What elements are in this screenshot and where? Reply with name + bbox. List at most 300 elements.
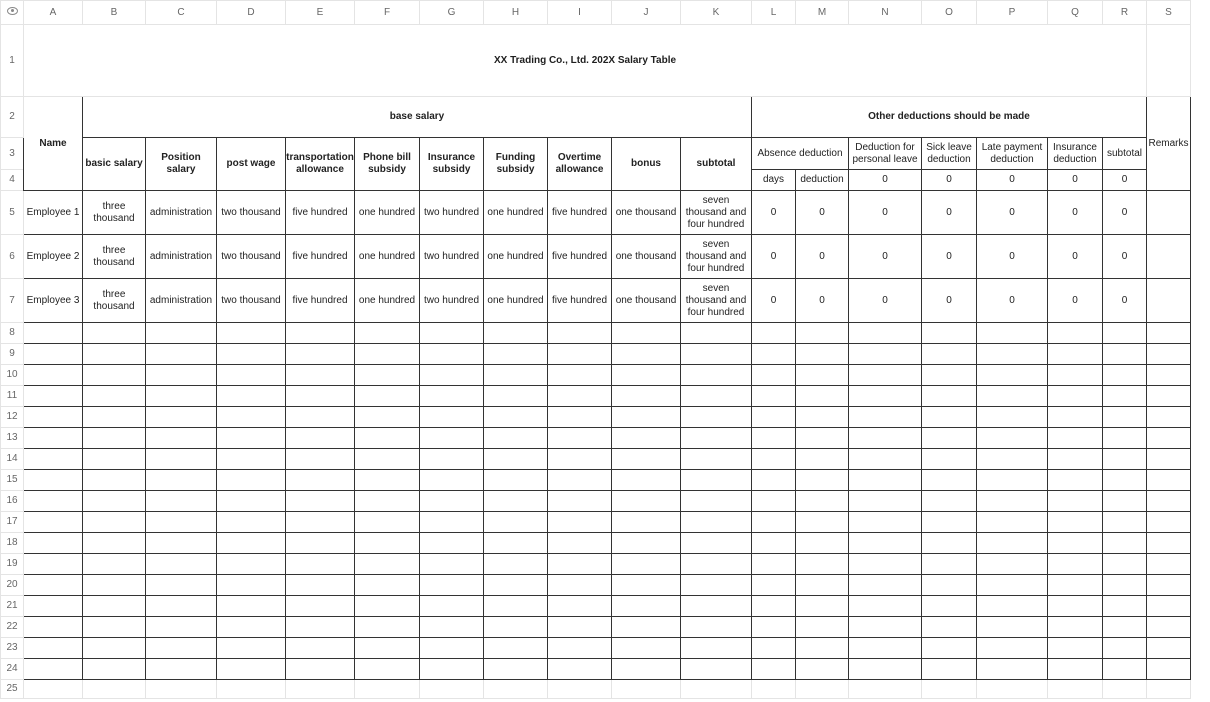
cell[interactable] <box>286 617 355 638</box>
cell[interactable] <box>681 407 752 428</box>
cell-position[interactable]: administration <box>146 191 217 235</box>
cell[interactable] <box>922 449 977 470</box>
cell[interactable] <box>681 449 752 470</box>
cell[interactable] <box>612 596 681 617</box>
cell[interactable] <box>922 512 977 533</box>
cell[interactable] <box>922 407 977 428</box>
cell[interactable] <box>548 533 612 554</box>
cell[interactable] <box>922 680 977 699</box>
cell[interactable] <box>681 491 752 512</box>
cell[interactable] <box>922 659 977 680</box>
cell[interactable] <box>1048 428 1103 449</box>
cell[interactable] <box>24 365 83 386</box>
cell[interactable] <box>977 344 1048 365</box>
cell[interactable] <box>548 323 612 344</box>
cell[interactable] <box>1048 365 1103 386</box>
column-header-a[interactable]: A <box>24 1 83 25</box>
cell-overtime[interactable]: five hundred <box>548 191 612 235</box>
cell[interactable] <box>484 554 548 575</box>
cell[interactable] <box>484 365 548 386</box>
cell[interactable] <box>83 680 146 699</box>
cell[interactable] <box>217 659 286 680</box>
cell[interactable] <box>420 680 484 699</box>
cell[interactable] <box>612 617 681 638</box>
cell[interactable] <box>548 449 612 470</box>
cell[interactable] <box>548 512 612 533</box>
cell[interactable] <box>146 365 217 386</box>
post-wage-header[interactable]: post wage <box>217 138 286 191</box>
cell[interactable] <box>752 554 796 575</box>
cell[interactable] <box>355 449 420 470</box>
cell[interactable] <box>484 617 548 638</box>
column-header-c[interactable]: C <box>146 1 217 25</box>
cell[interactable] <box>286 407 355 428</box>
column-header-q[interactable]: Q <box>1048 1 1103 25</box>
cell[interactable] <box>146 533 217 554</box>
cell[interactable] <box>420 659 484 680</box>
cell[interactable] <box>681 659 752 680</box>
cell[interactable] <box>548 470 612 491</box>
cell[interactable] <box>612 575 681 596</box>
cell[interactable] <box>217 554 286 575</box>
cell-funding[interactable]: one hundred <box>484 191 548 235</box>
cell[interactable] <box>355 575 420 596</box>
cell[interactable] <box>752 512 796 533</box>
column-header-m[interactable]: M <box>796 1 849 25</box>
cell[interactable] <box>217 512 286 533</box>
cell[interactable] <box>1147 25 1191 97</box>
cell-transport[interactable]: five hundred <box>286 279 355 323</box>
cell[interactable] <box>24 533 83 554</box>
cell[interactable] <box>83 386 146 407</box>
cell[interactable] <box>681 512 752 533</box>
cell[interactable] <box>796 659 849 680</box>
row-header[interactable]: 9 <box>1 344 24 365</box>
cell[interactable] <box>24 428 83 449</box>
cell[interactable] <box>849 554 922 575</box>
late-payment-header[interactable]: Late payment deduction <box>977 138 1048 170</box>
row-header[interactable]: 21 <box>1 596 24 617</box>
cell[interactable] <box>849 407 922 428</box>
cell-personal[interactable]: 0 <box>849 191 922 235</box>
cell[interactable] <box>849 470 922 491</box>
cell[interactable] <box>752 659 796 680</box>
cell[interactable] <box>420 470 484 491</box>
cell[interactable] <box>24 617 83 638</box>
cell[interactable] <box>922 470 977 491</box>
cell[interactable] <box>420 407 484 428</box>
cell[interactable] <box>849 596 922 617</box>
row-header[interactable]: 23 <box>1 638 24 659</box>
cell[interactable] <box>83 575 146 596</box>
cell[interactable] <box>681 470 752 491</box>
row-header[interactable]: 2 <box>1 97 24 138</box>
cell[interactable] <box>286 512 355 533</box>
row-header[interactable]: 25 <box>1 680 24 699</box>
cell[interactable]: 0 <box>977 170 1048 191</box>
cell[interactable] <box>612 344 681 365</box>
cell[interactable] <box>548 428 612 449</box>
cell[interactable] <box>286 470 355 491</box>
cell[interactable] <box>922 323 977 344</box>
row-header[interactable]: 7 <box>1 279 24 323</box>
cell[interactable] <box>548 344 612 365</box>
cell[interactable] <box>484 533 548 554</box>
cell[interactable] <box>796 575 849 596</box>
cell[interactable] <box>146 659 217 680</box>
cell[interactable] <box>24 596 83 617</box>
cell[interactable] <box>548 638 612 659</box>
cell[interactable] <box>1147 491 1191 512</box>
cell[interactable] <box>1103 407 1147 428</box>
cell[interactable] <box>217 680 286 699</box>
cell[interactable] <box>548 554 612 575</box>
cell[interactable] <box>752 365 796 386</box>
cell[interactable] <box>355 617 420 638</box>
cell[interactable] <box>849 386 922 407</box>
cell[interactable] <box>420 512 484 533</box>
cell[interactable] <box>146 386 217 407</box>
cell[interactable] <box>1048 596 1103 617</box>
cell[interactable] <box>420 449 484 470</box>
select-all-corner[interactable] <box>1 1 24 25</box>
cell[interactable] <box>612 407 681 428</box>
cell[interactable] <box>977 428 1048 449</box>
cell[interactable] <box>146 617 217 638</box>
cell-basic[interactable]: three thousand <box>83 191 146 235</box>
cell-deduction[interactable]: 0 <box>796 191 849 235</box>
cell-ded-sub[interactable]: 0 <box>1103 235 1147 279</box>
cell[interactable] <box>548 491 612 512</box>
cell-overtime[interactable]: five hundred <box>548 279 612 323</box>
absence-deduction-header[interactable]: Absence deduction <box>752 138 849 170</box>
row-header[interactable]: 17 <box>1 512 24 533</box>
sheet-title[interactable]: XX Trading Co., Ltd. 202X Salary Table <box>24 25 1147 97</box>
cell[interactable] <box>681 344 752 365</box>
cell[interactable] <box>146 554 217 575</box>
cell[interactable] <box>484 407 548 428</box>
cell[interactable] <box>1147 323 1191 344</box>
cell[interactable] <box>977 491 1048 512</box>
cell-funding[interactable]: one hundred <box>484 235 548 279</box>
remarks-header[interactable]: Remarks <box>1147 97 1191 191</box>
cell[interactable] <box>548 386 612 407</box>
cell[interactable] <box>484 323 548 344</box>
cell[interactable] <box>217 449 286 470</box>
cell[interactable] <box>1147 575 1191 596</box>
cell[interactable] <box>484 659 548 680</box>
cell[interactable] <box>681 323 752 344</box>
cell[interactable] <box>1048 533 1103 554</box>
cell[interactable] <box>24 491 83 512</box>
cell[interactable] <box>83 323 146 344</box>
cell[interactable] <box>24 407 83 428</box>
cell[interactable] <box>1048 638 1103 659</box>
cell[interactable] <box>1103 512 1147 533</box>
row-header[interactable]: 13 <box>1 428 24 449</box>
cell[interactable] <box>484 491 548 512</box>
cell[interactable] <box>217 365 286 386</box>
cell[interactable] <box>1048 386 1103 407</box>
cell[interactable] <box>922 365 977 386</box>
cell-remarks[interactable] <box>1147 191 1191 235</box>
cell[interactable] <box>752 575 796 596</box>
cell[interactable] <box>484 344 548 365</box>
cell[interactable] <box>922 428 977 449</box>
row-header[interactable]: 15 <box>1 470 24 491</box>
cell-insurance[interactable]: two hundred <box>420 191 484 235</box>
cell[interactable] <box>681 386 752 407</box>
cell[interactable] <box>977 533 1048 554</box>
cell-remarks[interactable] <box>1147 279 1191 323</box>
cell[interactable] <box>83 365 146 386</box>
funding-subsidy-header[interactable]: Funding subsidy <box>484 138 548 191</box>
cell[interactable] <box>1147 365 1191 386</box>
cell[interactable] <box>977 638 1048 659</box>
cell[interactable] <box>1147 554 1191 575</box>
cell[interactable] <box>612 512 681 533</box>
cell-days[interactable]: 0 <box>752 235 796 279</box>
cell[interactable] <box>922 596 977 617</box>
cell[interactable] <box>420 323 484 344</box>
cell[interactable] <box>420 428 484 449</box>
cell[interactable] <box>83 659 146 680</box>
column-header-k[interactable]: K <box>681 1 752 25</box>
cell[interactable] <box>796 365 849 386</box>
cell-transport[interactable]: five hundred <box>286 191 355 235</box>
cell[interactable] <box>355 680 420 699</box>
cell[interactable] <box>548 407 612 428</box>
cell[interactable] <box>922 617 977 638</box>
cell[interactable] <box>24 470 83 491</box>
cell[interactable] <box>355 491 420 512</box>
cell[interactable] <box>1103 575 1147 596</box>
cell[interactable] <box>1147 659 1191 680</box>
cell[interactable] <box>24 449 83 470</box>
cell[interactable] <box>1147 449 1191 470</box>
cell[interactable] <box>681 533 752 554</box>
cell[interactable] <box>681 365 752 386</box>
cell[interactable] <box>1103 533 1147 554</box>
cell-subtotal[interactable]: seven thousand and four hundred <box>681 191 752 235</box>
cell[interactable] <box>1103 428 1147 449</box>
row-header[interactable]: 22 <box>1 617 24 638</box>
cell[interactable] <box>24 512 83 533</box>
cell[interactable] <box>796 344 849 365</box>
cell[interactable] <box>24 638 83 659</box>
cell[interactable] <box>752 470 796 491</box>
cell[interactable] <box>922 386 977 407</box>
cell[interactable] <box>977 554 1048 575</box>
cell[interactable] <box>849 533 922 554</box>
cell[interactable] <box>1103 386 1147 407</box>
cell[interactable] <box>484 638 548 659</box>
cell[interactable] <box>83 491 146 512</box>
cell[interactable] <box>1103 365 1147 386</box>
cell-ded-sub[interactable]: 0 <box>1103 279 1147 323</box>
cell[interactable] <box>83 449 146 470</box>
cell[interactable] <box>548 680 612 699</box>
cell[interactable] <box>681 554 752 575</box>
cell[interactable] <box>612 659 681 680</box>
cell[interactable] <box>217 407 286 428</box>
cell[interactable] <box>1103 449 1147 470</box>
cell-post[interactable]: two thousand <box>217 279 286 323</box>
cell[interactable] <box>612 680 681 699</box>
column-header-p[interactable]: P <box>977 1 1048 25</box>
column-header-r[interactable]: R <box>1103 1 1147 25</box>
cell-overtime[interactable]: five hundred <box>548 235 612 279</box>
cell[interactable] <box>612 533 681 554</box>
cell[interactable] <box>286 323 355 344</box>
row-header[interactable]: 16 <box>1 491 24 512</box>
cell[interactable] <box>420 491 484 512</box>
cell[interactable] <box>977 470 1048 491</box>
cell[interactable] <box>922 533 977 554</box>
cell[interactable] <box>1048 470 1103 491</box>
cell[interactable]: 0 <box>849 170 922 191</box>
cell[interactable] <box>24 344 83 365</box>
cell[interactable] <box>83 617 146 638</box>
cell-insurance[interactable]: two hundred <box>420 279 484 323</box>
cell[interactable] <box>286 638 355 659</box>
cell[interactable] <box>1048 449 1103 470</box>
cell[interactable] <box>1048 659 1103 680</box>
cell[interactable] <box>83 470 146 491</box>
cell[interactable] <box>977 365 1048 386</box>
cell[interactable] <box>286 491 355 512</box>
cell[interactable] <box>849 323 922 344</box>
phone-bill-subsidy-header[interactable]: Phone bill subsidy <box>355 138 420 191</box>
cell[interactable] <box>977 386 1048 407</box>
cell[interactable] <box>83 554 146 575</box>
cell-ins-ded[interactable]: 0 <box>1048 191 1103 235</box>
row-header[interactable]: 19 <box>1 554 24 575</box>
cell[interactable] <box>548 365 612 386</box>
cell[interactable] <box>83 533 146 554</box>
cell[interactable] <box>146 344 217 365</box>
column-header-h[interactable]: H <box>484 1 548 25</box>
cell[interactable] <box>612 554 681 575</box>
cell[interactable] <box>1048 344 1103 365</box>
cell[interactable] <box>286 659 355 680</box>
sick-leave-header[interactable]: Sick leave deduction <box>922 138 977 170</box>
cell[interactable] <box>355 365 420 386</box>
cell[interactable] <box>286 365 355 386</box>
cell[interactable] <box>548 659 612 680</box>
row-header[interactable]: 5 <box>1 191 24 235</box>
cell[interactable] <box>146 512 217 533</box>
cell[interactable] <box>849 575 922 596</box>
cell[interactable] <box>217 470 286 491</box>
cell[interactable] <box>796 323 849 344</box>
cell[interactable] <box>484 470 548 491</box>
cell[interactable] <box>1103 596 1147 617</box>
cell[interactable] <box>922 554 977 575</box>
column-header-n[interactable]: N <box>849 1 922 25</box>
cell[interactable] <box>922 491 977 512</box>
cell[interactable] <box>217 386 286 407</box>
other-deductions-header[interactable]: Other deductions should be made <box>752 97 1147 138</box>
cell[interactable] <box>420 617 484 638</box>
cell[interactable] <box>1048 323 1103 344</box>
row-header[interactable]: 1 <box>1 25 24 97</box>
cell[interactable] <box>355 533 420 554</box>
cell[interactable] <box>355 386 420 407</box>
cell[interactable] <box>612 449 681 470</box>
cell-position[interactable]: administration <box>146 279 217 323</box>
cell[interactable] <box>681 680 752 699</box>
cell[interactable] <box>1147 344 1191 365</box>
cell[interactable] <box>355 470 420 491</box>
cell[interactable] <box>752 533 796 554</box>
cell[interactable] <box>484 386 548 407</box>
cell[interactable] <box>752 344 796 365</box>
cell[interactable] <box>24 323 83 344</box>
position-salary-header[interactable]: Position salary <box>146 138 217 191</box>
cell[interactable] <box>977 449 1048 470</box>
cell[interactable] <box>796 428 849 449</box>
cell[interactable] <box>420 365 484 386</box>
cell[interactable] <box>796 596 849 617</box>
cell[interactable] <box>217 575 286 596</box>
cell[interactable] <box>752 428 796 449</box>
deduction-header[interactable]: deduction <box>796 170 849 191</box>
cell[interactable] <box>146 575 217 596</box>
cell[interactable] <box>146 428 217 449</box>
cell[interactable] <box>922 344 977 365</box>
row-header[interactable]: 20 <box>1 575 24 596</box>
cell[interactable] <box>612 470 681 491</box>
cell[interactable] <box>1147 596 1191 617</box>
cell-funding[interactable]: one hundred <box>484 279 548 323</box>
cell[interactable] <box>1147 407 1191 428</box>
name-header[interactable]: Name <box>24 97 83 191</box>
cell[interactable] <box>752 323 796 344</box>
cell[interactable]: 0 <box>1103 170 1147 191</box>
cell[interactable] <box>1147 533 1191 554</box>
row-header[interactable]: 6 <box>1 235 24 279</box>
cell[interactable] <box>1048 680 1103 699</box>
cell[interactable] <box>681 575 752 596</box>
cell-phone[interactable]: one hundred <box>355 235 420 279</box>
cell-post[interactable]: two thousand <box>217 191 286 235</box>
cell[interactable] <box>548 575 612 596</box>
cell[interactable] <box>849 617 922 638</box>
cell-name[interactable]: Employee 2 <box>24 235 83 279</box>
row-header[interactable]: 18 <box>1 533 24 554</box>
cell[interactable] <box>1048 554 1103 575</box>
cell[interactable] <box>217 617 286 638</box>
cell[interactable] <box>146 596 217 617</box>
cell[interactable] <box>286 386 355 407</box>
cell[interactable] <box>83 638 146 659</box>
cell[interactable] <box>355 659 420 680</box>
cell-insurance[interactable]: two hundred <box>420 235 484 279</box>
cell-deduction[interactable]: 0 <box>796 235 849 279</box>
column-header-d[interactable]: D <box>217 1 286 25</box>
cell[interactable] <box>355 554 420 575</box>
cell[interactable] <box>1103 680 1147 699</box>
overtime-allowance-header[interactable]: Overtime allowance <box>548 138 612 191</box>
cell[interactable] <box>420 638 484 659</box>
cell[interactable] <box>355 512 420 533</box>
cell[interactable] <box>612 323 681 344</box>
cell-name[interactable]: Employee 3 <box>24 279 83 323</box>
insurance-deduction-header[interactable]: Insurance deduction <box>1048 138 1103 170</box>
cell[interactable] <box>796 386 849 407</box>
row-header[interactable]: 8 <box>1 323 24 344</box>
